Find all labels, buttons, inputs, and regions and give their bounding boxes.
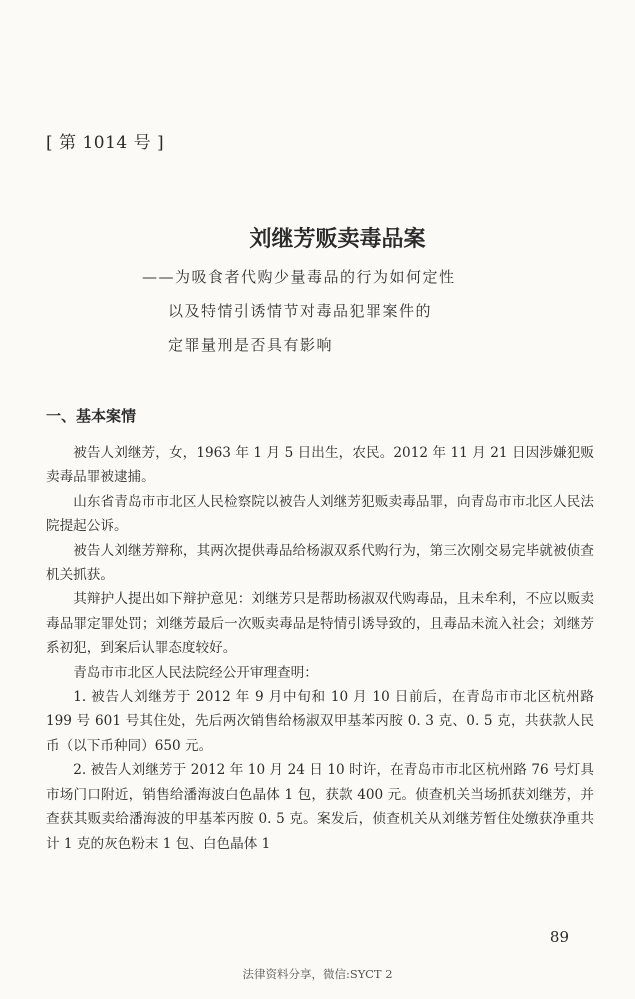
body-text xyxy=(46,441,594,856)
paragraph: 其辩护人提出如下辩护意见：刘继芳只是帮助杨淑双代购毒品，且未牟利，不应以贩卖毒品罪定罪处罚；刘继芳最后一次贩卖毒品是特情引诱导致的，且毒品未流入社会；刘继芳系初犯，到案后认罪态度较好。 xyxy=(46,591,594,657)
footer-note: 法律资料分享，微信:SYCT 2 xyxy=(242,967,393,981)
paragraph: 青岛市市北区人民法院经公开审理查明： xyxy=(73,664,318,681)
case-number: [ 第 1014 号 ] xyxy=(46,133,165,153)
page-title: 刘继芳贩卖毒品案 xyxy=(249,226,426,252)
paragraph: 山东省青岛市市北区人民检察院以被告人刘继芳犯贩卖毒品罪，向青岛市市北区人民法院提起公诉。 xyxy=(46,493,594,535)
paragraph: 被告人刘继芳辩称，其两次提供毒品给杨淑双系代购行为，第三次刚交易完毕就被侦查机关抓获。 xyxy=(46,542,594,584)
subtitle-line-2: 以及特情引诱情节对毒品犯罪案件的 xyxy=(168,302,433,320)
paragraph: 被告人刘继芳，女，1963 年 1 月 5 日出生，农民。2012 年 11 月 21 日因涉嫌犯贩卖毒品罪被逮捕。 xyxy=(46,445,594,486)
paragraph: 2. 被告人刘继芳于 2012 年 10 月 24 日 10 时许，在青岛市市北区杭州路 76 号灯具市场门口附近，销售给潘海波白色晶体 1 包，获款 400 元。侦查机关当场抓获刘继芳，并查获其贩卖给潘海波的甲基苯丙胺 0. 5 克。案发后，侦查机关从刘继芳暂住处缴获净重共计 1 克的灰色粉末 1 包、白色晶体 1 xyxy=(46,762,594,852)
subtitle-line-3: 定罪量刑是否具有影响 xyxy=(168,336,334,354)
paragraph: 1. 被告人刘继芳于 2012 年 9 月中旬和 10 月 10 日前后，在青岛市市北区杭州路 199 号 601 号其住处，先后两次销售给杨淑双甲基苯丙胺 0. 3 克、0. 5 克，共获款人民币（以下币种同）650 元。 xyxy=(46,689,594,754)
page-number: 89 xyxy=(549,928,569,946)
subtitle-line-1: ——为吸食者代购少量毒品的行为如何定性 xyxy=(142,268,456,286)
section-heading: 一、基本案情 xyxy=(46,407,137,425)
